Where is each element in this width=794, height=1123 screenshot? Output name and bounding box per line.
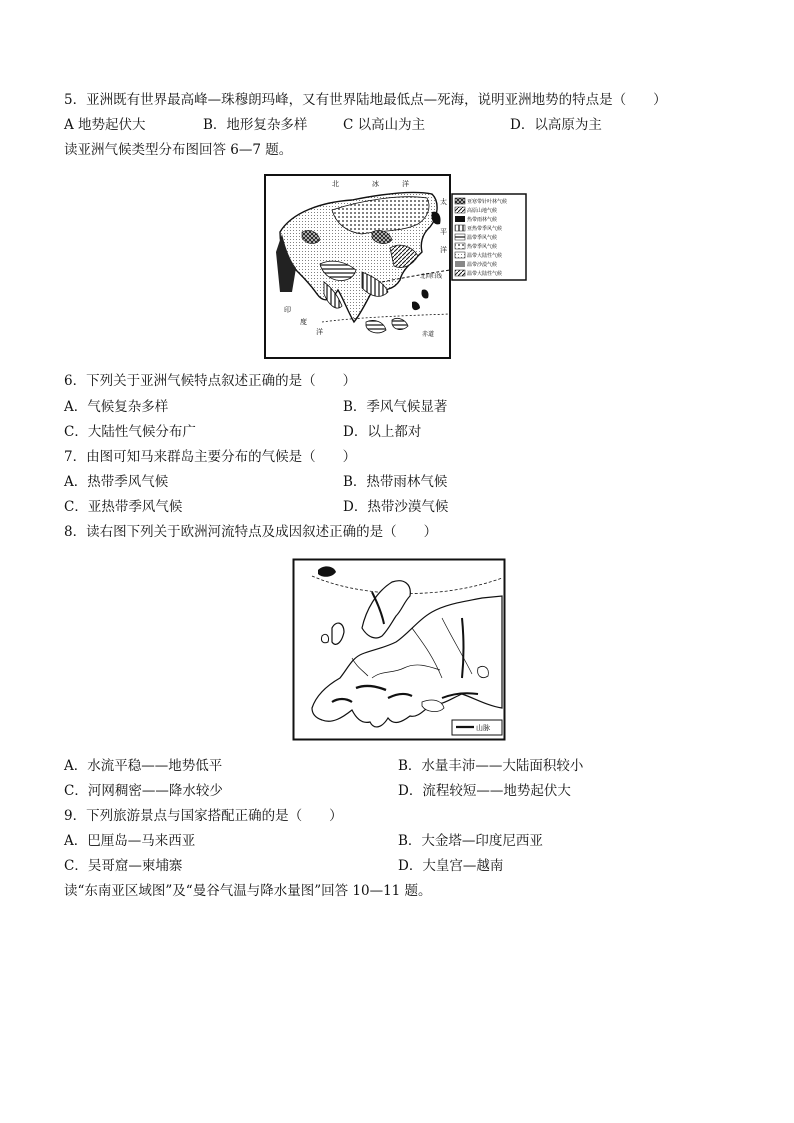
q7-option-a: A．热带季风气候 xyxy=(64,474,169,490)
asia-climate-map xyxy=(262,172,530,362)
europe-map-drawing xyxy=(292,558,506,741)
q7-option-c: C．亚热带季风气候 xyxy=(64,499,183,515)
arctic-label-1: 北 xyxy=(332,180,339,188)
q7-stem: 7．由图可知马来群岛主要分布的气候是（ ） xyxy=(64,449,357,465)
pacific-label-3: 洋 xyxy=(440,246,447,254)
europe-legend-label: 山脉 xyxy=(476,724,490,732)
intro-6-7: 读亚洲气候类型分布图回答 6—7 题。 xyxy=(64,142,293,158)
tropic-label: 北回归线 xyxy=(420,274,443,280)
q7-option-b: B．热带雨林气候 xyxy=(343,474,448,490)
pacific-label-2: 平 xyxy=(440,228,447,236)
q5-option-b: B．地形复杂多样 xyxy=(203,117,308,133)
q9-option-c: C．吴哥窟—柬埔寨 xyxy=(64,858,183,874)
q5-stem: 5．亚洲既有世界最高峰—珠穆朗玛峰，又有世界陆地最低点—死海，说明亚洲地势的特点是（ ） xyxy=(64,92,667,108)
intro-10-11: 读“东南亚区域图”及“曼谷气温与降水量图”回答 10—11 题。 xyxy=(64,883,432,899)
pacific-label-1: 太 xyxy=(440,198,447,206)
indian-ocean-label-3: 洋 xyxy=(316,328,323,336)
europe-map xyxy=(292,558,506,741)
legend-item-8: 温带沙漠气候 xyxy=(467,262,498,268)
q6-option-a: A．气候复杂多样 xyxy=(64,399,169,415)
indian-ocean-label-2: 度 xyxy=(300,318,307,326)
q8-stem: 8．读右图下列关于欧洲河流特点及成因叙述正确的是（ ） xyxy=(64,524,438,540)
arctic-label-3: 洋 xyxy=(402,180,409,188)
q6-option-c: C．大陆性气候分布广 xyxy=(64,424,196,440)
q6-option-b: B．季风气候显著 xyxy=(343,399,448,415)
q5-option-c: C 以高山为主 xyxy=(343,117,426,133)
q5-option-d: D．以高原为主 xyxy=(510,117,602,133)
q9-stem: 9．下列旅游景点与国家搭配正确的是（ ） xyxy=(64,808,343,824)
legend-item-2: 高原山地气候 xyxy=(467,208,498,214)
q5-option-a: A 地势起伏大 xyxy=(64,117,146,133)
legend-item-7: 温带大陆性气候 xyxy=(467,253,503,259)
legend-item-9: 温带大陆性气候 xyxy=(467,271,503,277)
legend-item-4: 亚热带季风气候 xyxy=(467,226,503,232)
q9-option-a: A．巴厘岛—马来西亚 xyxy=(64,833,196,849)
legend-item-5: 温带季风气候 xyxy=(467,235,498,241)
legend-item-3: 热带雨林气候 xyxy=(467,217,498,223)
q6-stem: 6．下列关于亚洲气候特点叙述正确的是（ ） xyxy=(64,373,357,389)
legend-item-6: 热带季风气候 xyxy=(467,244,498,250)
indian-ocean-label-1: 印 xyxy=(284,306,291,314)
q8-option-b: B．水量丰沛——大陆面积较小 xyxy=(398,758,584,774)
equator-label: 赤道 xyxy=(422,331,435,338)
q9-option-d: D．大皇宫—越南 xyxy=(398,858,504,874)
q8-option-c: C．河网稠密——降水较少 xyxy=(64,783,223,799)
arctic-label-2: 冰 xyxy=(372,180,379,188)
q7-option-d: D．热带沙漠气候 xyxy=(343,499,449,515)
legend-item-1: 亚寒带针叶林气候 xyxy=(467,199,508,205)
asia-climate-map-drawing xyxy=(262,172,530,362)
q9-option-b: B．大金塔—印度尼西亚 xyxy=(398,833,543,849)
q8-option-d: D．流程较短——地势起伏大 xyxy=(398,783,571,799)
q6-option-d: D．以上都对 xyxy=(343,424,422,440)
q8-option-a: A．水流平稳——地势低平 xyxy=(64,758,223,774)
